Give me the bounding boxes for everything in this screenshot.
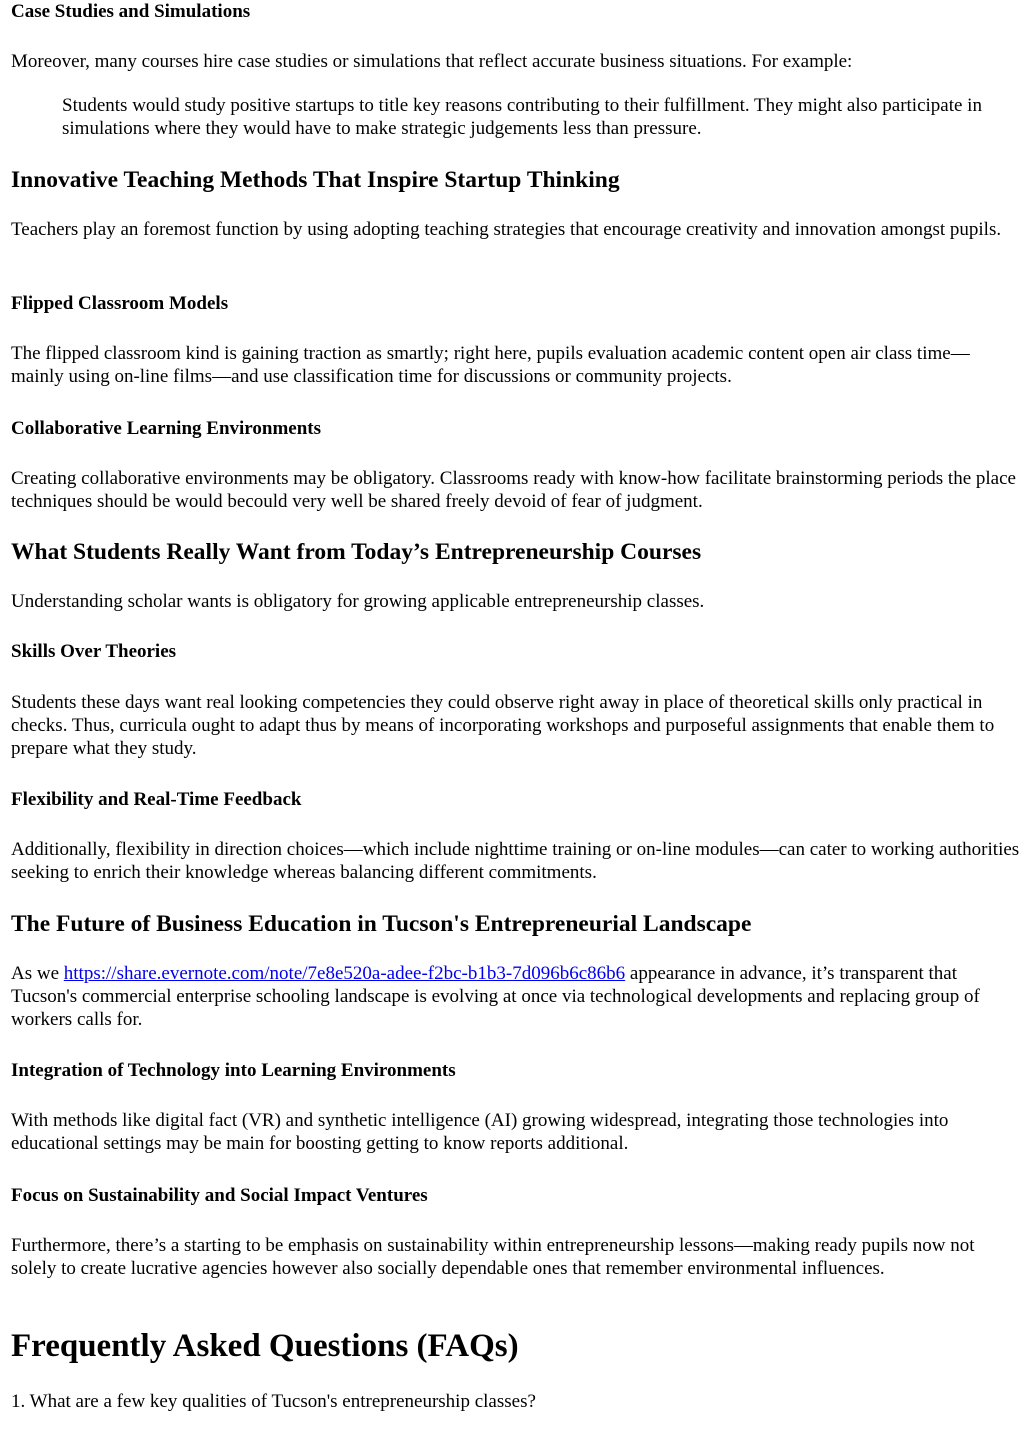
heading-flexibility-feedback: Flexibility and Real-Time Feedback <box>11 789 302 810</box>
paragraph-case-intro: Moreover, many courses hire case studies or simulations that reflect accurate business situations. For example: <box>11 51 853 72</box>
paragraph-sustainability-social-impact: Furthermore, there’s a starting to be emphasis on sustainability within entrepreneurship lessons—making ready pupils now not solely to create lucrative agencies however also socially dependable ones that remember environmental influences. <box>11 1235 975 1279</box>
paragraph-students-want: Understanding scholar wants is obligatory for growing applicable entrepreneurship classes. <box>11 591 705 612</box>
evernote-link[interactable]: https://share.evernote.com/note/7e8e520a-adee-f2bc-b1b3-7d096b6c86b6 <box>63 963 626 984</box>
paragraph-technology-integration: With methods like digital fact (VR) and synthetic intelligence (AI) growing widespread, integrating those technologies into educational settings may be main for boosting getting to know reports additional. <box>11 1110 949 1154</box>
heading-skills-over-theories: Skills Over Theories <box>11 641 177 662</box>
faq-question-1: 1. What are a few key qualities of Tucson's entrepreneurship classes? <box>11 1391 536 1412</box>
paragraph-flexibility-feedback: Additionally, flexibility in direction choices—which include nighttime training or on-line modules—can cater to working authorities seeking to enrich their knowledge whereas balancing different commitments. <box>11 839 1020 883</box>
heading-future-business-education: The Future of Business Education in Tucson's Entrepreneurial Landscape <box>11 911 752 937</box>
paragraph-innovative-teaching: Teachers play an foremost function by using adopting teaching strategies that encourage creativity and innovation amongst pupils. <box>11 219 1002 240</box>
paragraph-future-text-before: As we <box>11 963 64 984</box>
heading-innovative-teaching: Innovative Teaching Methods That Inspire Startup Thinking <box>11 167 620 193</box>
paragraph-future-text-after: appearance in advance, it’s transparent that Tucson's commercial enterprise schooling landscape is evolving at once via technological developments and replacing group of workers calls for. <box>11 963 980 1030</box>
paragraph-skills-over-theories: Students these days want real looking competencies they could observe right away in place of theoretical skills only practical in checks. Thus, curricula ought to adapt thus by means of incorporating workshops and purposeful assignments that enable them to prepare what they study. <box>11 692 995 759</box>
heading-case-studies: Case Studies and Simulations <box>11 1 251 22</box>
heading-sustainability-social-impact: Focus on Sustainability and Social Impact Ventures <box>11 1185 428 1206</box>
heading-collaborative-learning: Collaborative Learning Environments <box>11 418 321 439</box>
heading-faq: Frequently Asked Questions (FAQs) <box>11 1328 519 1364</box>
heading-technology-integration: Integration of Technology into Learning Environments <box>11 1060 456 1081</box>
paragraph-collaborative-learning: Creating collaborative environments may be obligatory. Classrooms ready with know-how facilitate brainstorming periods the place techniques should be would becould very well be shared freely devoid of fear of judgment. <box>11 468 1016 512</box>
heading-students-want: What Students Really Want from Today’s Entrepreneurship Courses <box>11 539 702 565</box>
paragraph-future-business-education <box>11 962 1021 1031</box>
blockquote-case-example: Students would study positive startups to title key reasons contributing to their fulfillment. They might also participate in simulations where they would have to make strategic judgements less than pressure. <box>62 95 982 139</box>
paragraph-flipped-classroom: The flipped classroom kind is gaining traction as smartly; right here, pupils evaluation academic content open air class time—mainly using on-line films—and use classification time for discussions or community projects. <box>11 343 970 387</box>
heading-flipped-classroom: Flipped Classroom Models <box>11 293 229 314</box>
